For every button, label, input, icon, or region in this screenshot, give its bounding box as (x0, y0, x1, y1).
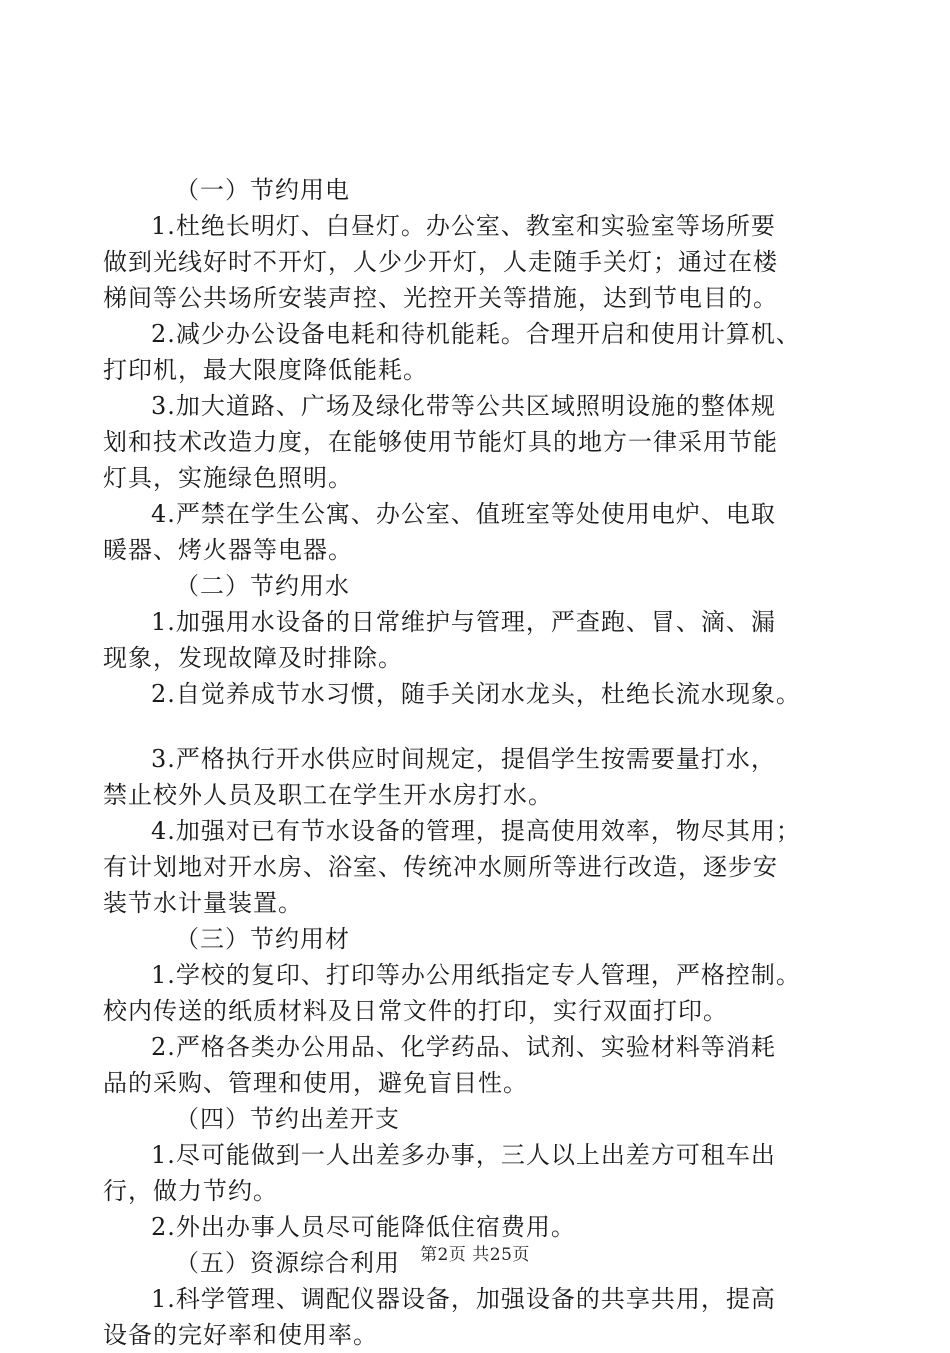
page-number-footer: 第2页 共25页 (420, 1245, 530, 1265)
paragraph-line: 暖器、烤火器等电器。 (103, 536, 353, 564)
paragraph-line: 4.加强对已有节水设备的管理，提高使用效率，物尽其用； (151, 817, 801, 845)
paragraph-line: 行，做力节约。 (103, 1177, 278, 1205)
paragraph-line: 禁止校外人员及职工在学生开水房打水。 (103, 781, 553, 809)
paragraph-gap (103, 712, 843, 741)
section-heading-resources: （五）资源综合利用 (175, 1249, 400, 1277)
document-body (103, 172, 843, 1353)
paragraph-line: 有计划地对开水房、浴室、传统冲水厕所等进行改造，逐步安 (103, 853, 778, 881)
paragraph-line: 2.自觉养成节水习惯，随手关闭水龙头，杜绝长流水现象。 (151, 680, 801, 708)
paragraph-line: 品的采购、管理和使用，避免盲目性。 (103, 1069, 528, 1097)
paragraph-line: 设备的完好率和使用率。 (103, 1321, 378, 1349)
paragraph-line: 1.杜绝长明灯、白昼灯。办公室、教室和实验室等场所要 (151, 212, 776, 240)
section-heading-travel: （四）节约出差开支 (175, 1105, 400, 1133)
paragraph-line: 校内传送的纸质材料及日常文件的打印，实行双面打印。 (103, 997, 728, 1025)
paragraph-line: 4.严禁在学生公寓、办公室、值班室等处使用电炉、电取 (151, 500, 776, 528)
paragraph-line: 3.严格执行开水供应时间规定，提倡学生按需要量打水， (151, 745, 776, 773)
paragraph-line: 划和技术改造力度，在能够使用节能灯具的地方一律采用节能 (103, 428, 778, 456)
paragraph-line: 现象，发现故障及时排除。 (103, 644, 403, 672)
paragraph-line: 1.尽可能做到一人出差多办事，三人以上出差方可租车出 (151, 1141, 776, 1169)
paragraph-line: 2.外出办事人员尽可能降低住宿费用。 (151, 1213, 576, 1241)
paragraph-line: 3.加大道路、广场及绿化带等公共区域照明设施的整体规 (151, 392, 776, 420)
paragraph-line: 灯具，实施绿色照明。 (103, 464, 353, 492)
paragraph-line: 1.加强用水设备的日常维护与管理，严查跑、冒、滴、漏 (151, 608, 776, 636)
paragraph-line: 2.减少办公设备电耗和待机能耗。合理开启和使用计算机、 (151, 320, 801, 348)
paragraph-line: 1.科学管理、调配仪器设备，加强设备的共享共用，提高 (151, 1285, 776, 1313)
section-heading-electricity: （一）节约用电 (175, 176, 350, 204)
paragraph-line: 梯间等公共场所安装声控、光控开关等措施，达到节电目的。 (103, 284, 778, 312)
paragraph-line: 1.学校的复印、打印等办公用纸指定专人管理，严格控制。 (151, 961, 801, 989)
paragraph-line: 做到光线好时不开灯，人少少开灯，人走随手关灯；通过在楼 (103, 248, 778, 276)
paragraph-line: 2.严格各类办公用品、化学药品、试剂、实验材料等消耗 (151, 1033, 776, 1061)
paragraph-line: 装节水计量装置。 (103, 889, 303, 917)
paragraph-line: 打印机，最大限度降低能耗。 (103, 356, 428, 384)
section-heading-materials: （三）节约用材 (175, 925, 350, 953)
section-heading-water: （二）节约用水 (175, 572, 350, 600)
